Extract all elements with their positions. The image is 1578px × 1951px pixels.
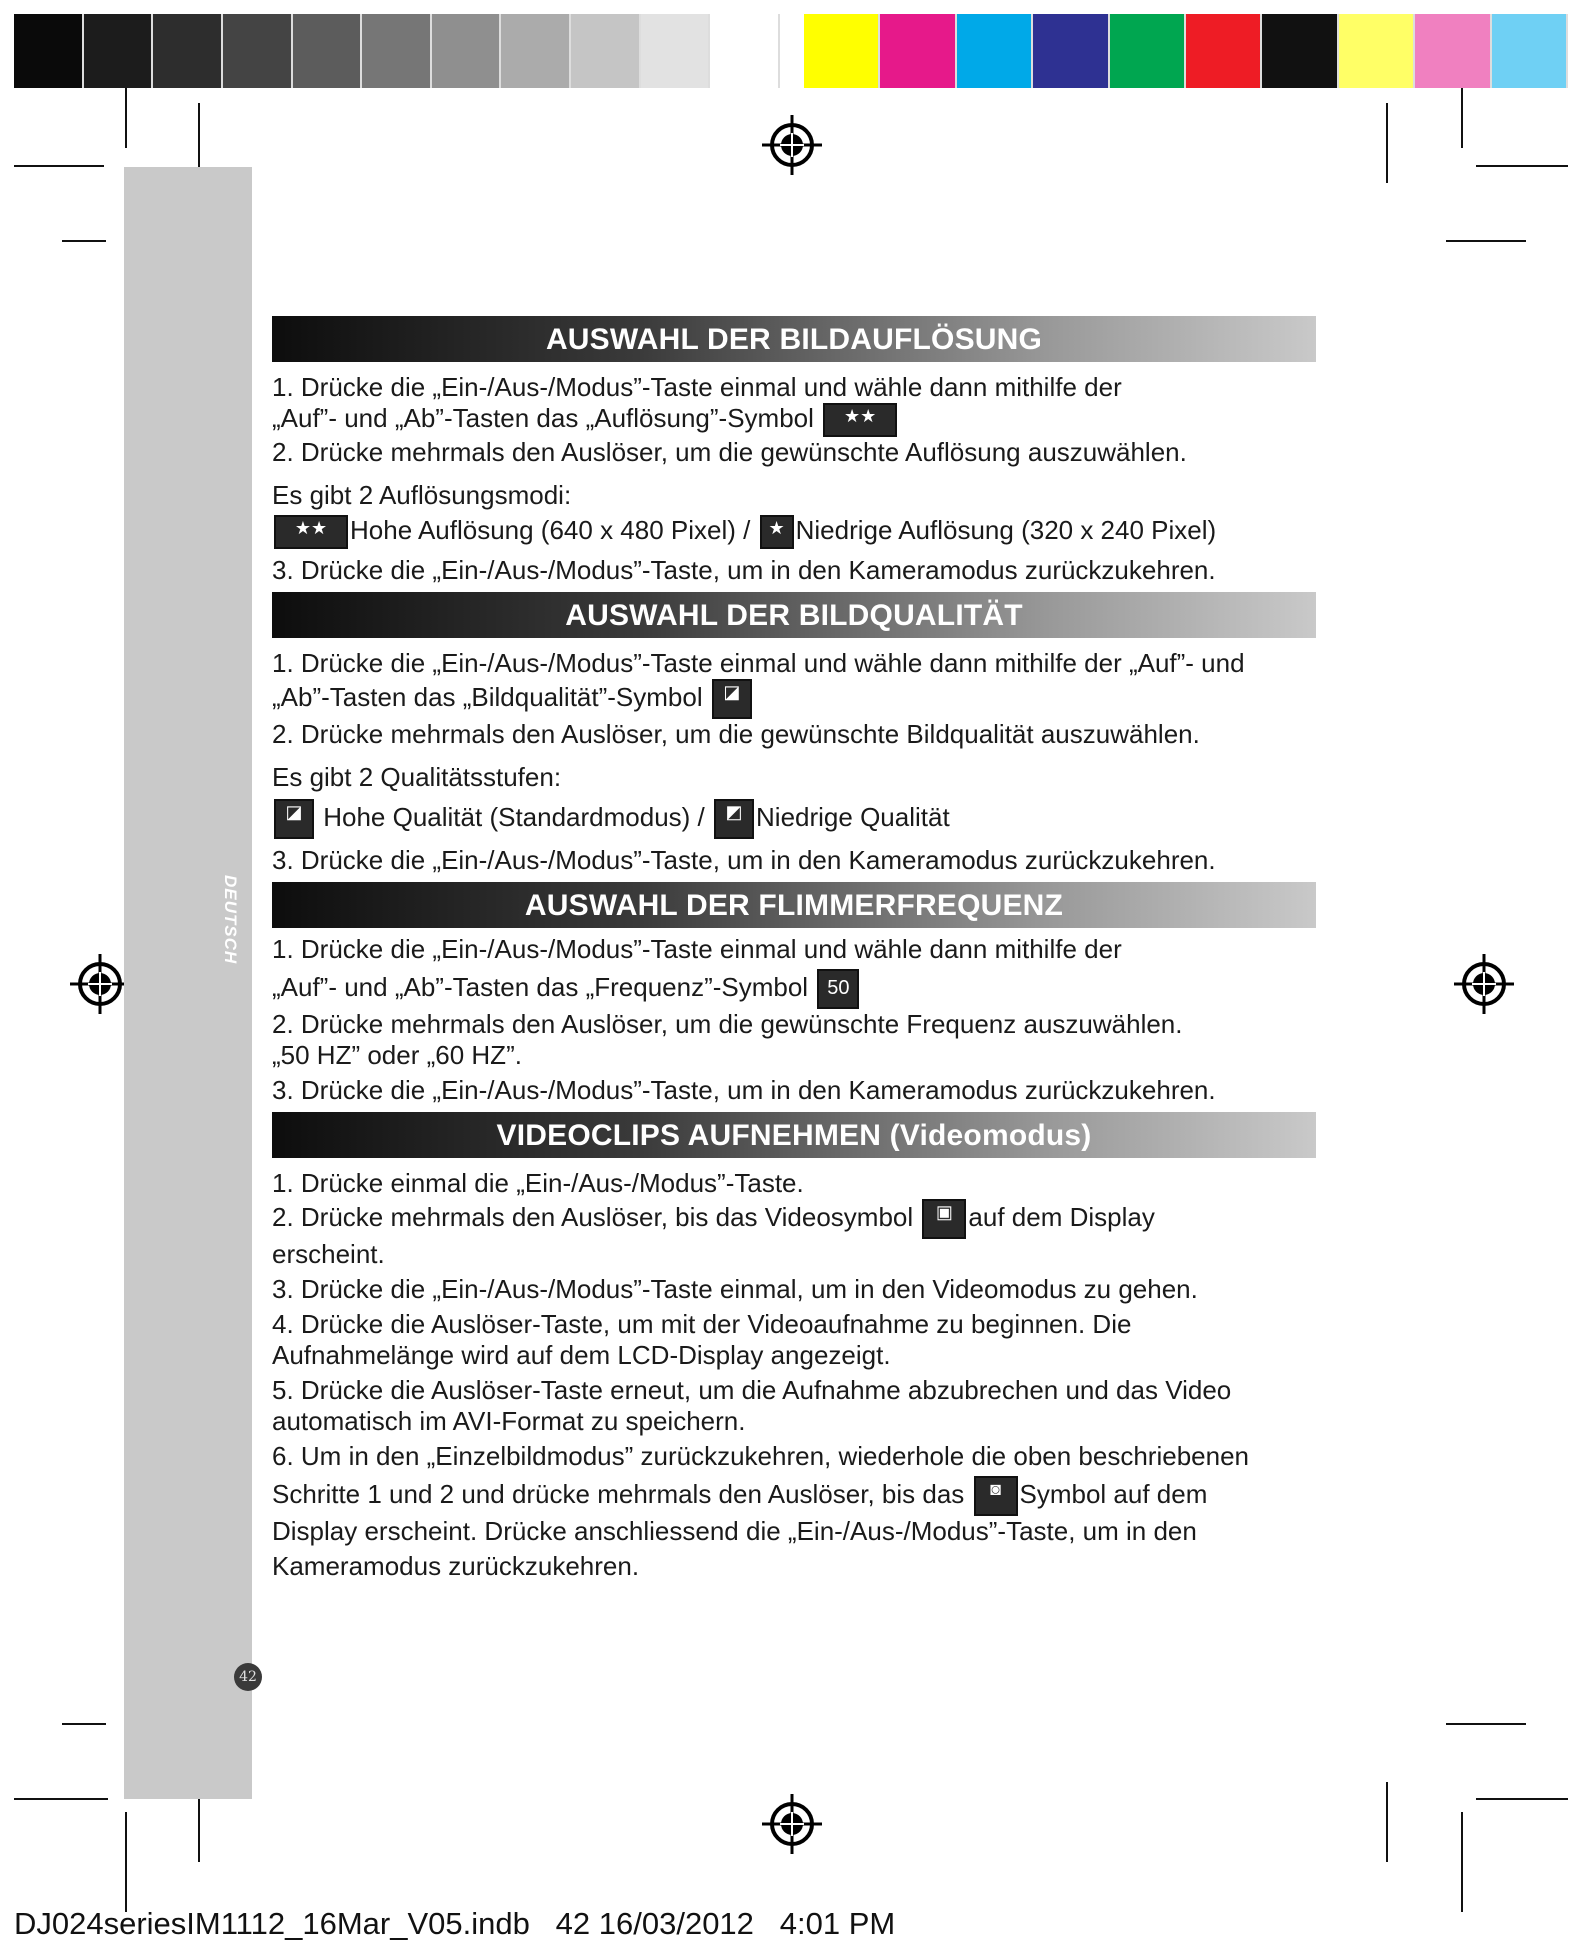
section-heading: AUSWAHL DER BILDQUALITÄT — [272, 592, 1316, 638]
video-icon: ▣ — [922, 1199, 966, 1239]
gray-swatch — [14, 14, 84, 88]
instruction-line: 3. Drücke die „Ein-/Aus-/Modus”-Taste, um in den Kameramodus zurückzukehren. — [272, 1075, 1216, 1106]
instruction-line: Kameramodus zurückzukehren. — [272, 1551, 640, 1582]
color-swatch — [1033, 14, 1109, 88]
instruction-text: auf dem Display — [968, 1202, 1155, 1233]
instruction-text: Symbol auf dem — [1019, 1479, 1208, 1510]
color-swatch — [804, 14, 880, 88]
crop-mark — [1461, 88, 1463, 148]
instruction-line — [272, 403, 1316, 437]
high-resolution-icon: ★★ — [274, 515, 348, 549]
crop-mark — [1446, 240, 1526, 242]
instruction-line: 6. Um in den „Einzelbildmodus” zurückzukehren, wiederhole die oben beschriebenen — [272, 1441, 1250, 1472]
color-calibration-bar — [804, 14, 1568, 88]
color-swatch — [1492, 14, 1568, 88]
crop-mark — [125, 88, 127, 148]
color-swatch — [1415, 14, 1491, 88]
still-image-icon: ◙ — [974, 1476, 1018, 1516]
instruction-line: 3. Drücke die „Ein-/Aus-/Modus”-Taste einmal, um in den Videomodus zu gehen. — [272, 1274, 1198, 1305]
color-swatch — [880, 14, 956, 88]
color-swatch — [1110, 14, 1186, 88]
crop-mark — [14, 165, 104, 167]
high-quality-icon: ◪ — [274, 799, 314, 839]
instruction-line: 4. Drücke die Auslöser-Taste, um mit der Videoaufnahme zu beginnen. Die — [272, 1309, 1132, 1340]
instruction-line: Aufnahmelänge wird auf dem LCD-Display angezeigt. — [272, 1340, 891, 1371]
info-line — [272, 515, 1316, 549]
crop-mark — [1461, 1812, 1463, 1912]
gray-swatch — [84, 14, 154, 88]
instruction-text: Schritte 1 und 2 und drücke mehrmals den Auslöser, bis das — [272, 1479, 965, 1510]
page-number: 42 — [234, 1663, 262, 1691]
section-heading: AUSWAHL DER FLIMMERFREQUENZ — [272, 882, 1316, 928]
color-swatch — [957, 14, 1033, 88]
color-swatch — [1186, 14, 1262, 88]
instruction-line — [272, 1476, 1316, 1516]
instruction-line: 5. Drücke die Auslöser-Taste erneut, um die Aufnahme abzubrechen und das Video — [272, 1375, 1232, 1406]
instruction-line: 3. Drücke die „Ein-/Aus-/Modus”-Taste, um in den Kameramodus zurückzukehren. — [272, 555, 1216, 586]
instruction-line: erscheint. — [272, 1239, 385, 1270]
registration-mark-icon — [760, 113, 824, 177]
language-label: DEUTSCH — [221, 875, 240, 965]
registration-mark-icon — [760, 1792, 824, 1856]
gray-swatch — [432, 14, 502, 88]
crop-mark — [62, 1723, 106, 1725]
grayscale-calibration-bar — [14, 14, 780, 88]
info-text: Niedrige Qualität — [756, 802, 950, 833]
gray-swatch — [153, 14, 223, 88]
gray-swatch — [223, 14, 293, 88]
image-quality-icon: ◪ — [712, 679, 752, 719]
instruction-text: „Ab”-Tasten das „Bildqualität”-Symbol — [272, 682, 703, 713]
instruction-text: „Auf”- und „Ab”-Tasten das „Auflösung”-Symbol — [272, 403, 814, 433]
instruction-line: 1. Drücke die „Ein-/Aus-/Modus”-Taste einmal und wähle dann mithilfe der — [272, 934, 1122, 965]
frequency-icon: 50 — [817, 969, 859, 1009]
info-line: Es gibt 2 Qualitätsstufen: — [272, 762, 562, 793]
instruction-line: 2. Drücke mehrmals den Auslöser, um die gewünschte Bildqualität auszuwählen. — [272, 719, 1200, 750]
instruction-text: 2. Drücke mehrmals den Auslöser, bis das Videosymbol — [272, 1202, 914, 1233]
info-text: Hohe Auflösung (640 x 480 Pixel) / — [350, 515, 751, 546]
instruction-line: 1. Drücke einmal die „Ein-/Aus-/Modus”-Taste. — [272, 1168, 804, 1199]
info-line: Es gibt 2 Auflösungsmodi: — [272, 480, 572, 511]
registration-mark-icon — [1452, 952, 1516, 1016]
low-resolution-icon: ★ — [760, 515, 794, 549]
crop-mark — [1476, 165, 1568, 167]
crop-mark — [1476, 1798, 1568, 1800]
manual-content — [272, 316, 1316, 1582]
crop-mark — [62, 240, 106, 242]
section-heading: AUSWAHL DER BILDAUFLÖSUNG — [272, 316, 1316, 362]
crop-mark — [1386, 103, 1388, 183]
instruction-line: 1. Drücke die „Ein-/Aus-/Modus”-Taste einmal und wähle dann mithilfe der „Auf”- und — [272, 648, 1245, 679]
instruction-line: 2. Drücke mehrmals den Auslöser, um die gewünschte Auflösung auszuwählen. — [272, 437, 1187, 468]
gray-swatch — [641, 14, 711, 88]
gray-swatch — [571, 14, 641, 88]
gray-swatch — [362, 14, 432, 88]
instruction-line: automatisch im AVI-Format zu speichern. — [272, 1406, 746, 1437]
instruction-line: 2. Drücke mehrmals den Auslöser, um die gewünschte Frequenz auszuwählen. — [272, 1009, 1183, 1040]
instruction-line: „50 HZ” oder „60 HZ”. — [272, 1040, 522, 1071]
instruction-line: 1. Drücke die „Ein-/Aus-/Modus”-Taste einmal und wähle dann mithilfe der — [272, 372, 1122, 402]
crop-mark — [125, 1812, 127, 1912]
gray-swatch — [501, 14, 571, 88]
gray-swatch — [293, 14, 363, 88]
registration-mark-icon — [68, 952, 132, 1016]
info-text: Hohe Qualität (Standardmodus) / — [323, 802, 705, 833]
instruction-line — [272, 679, 1316, 719]
instruction-line — [272, 969, 1316, 1009]
info-line — [272, 799, 1316, 839]
instruction-line: 3. Drücke die „Ein-/Aus-/Modus”-Taste, um in den Kameramodus zurückzukehren. — [272, 845, 1216, 876]
instruction-line: Display erscheint. Drücke anschliessend die „Ein-/Aus-/Modus”-Taste, um in den — [272, 1516, 1197, 1547]
instruction-text: „Auf”- und „Ab”-Tasten das „Frequenz”-Symbol — [272, 972, 809, 1003]
crop-mark — [14, 1798, 108, 1800]
section-heading: VIDEOCLIPS AUFNEHMEN (Videomodus) — [272, 1112, 1316, 1158]
print-slug: DJ024seriesIM1112_16Mar_V05.indb 42 16/03/2012 4:01 PM — [14, 1906, 896, 1941]
crop-mark — [1386, 1782, 1388, 1862]
color-swatch — [1262, 14, 1338, 88]
info-text: Niedrige Auflösung (320 x 240 Pixel) — [795, 515, 1217, 546]
instruction-line — [272, 1199, 1316, 1239]
high-resolution-icon: ★★ — [823, 403, 897, 437]
gray-swatch — [710, 14, 780, 88]
low-quality-icon: ◩ — [714, 799, 754, 839]
color-swatch — [1339, 14, 1415, 88]
side-strip — [124, 167, 252, 1799]
crop-mark — [1446, 1723, 1526, 1725]
